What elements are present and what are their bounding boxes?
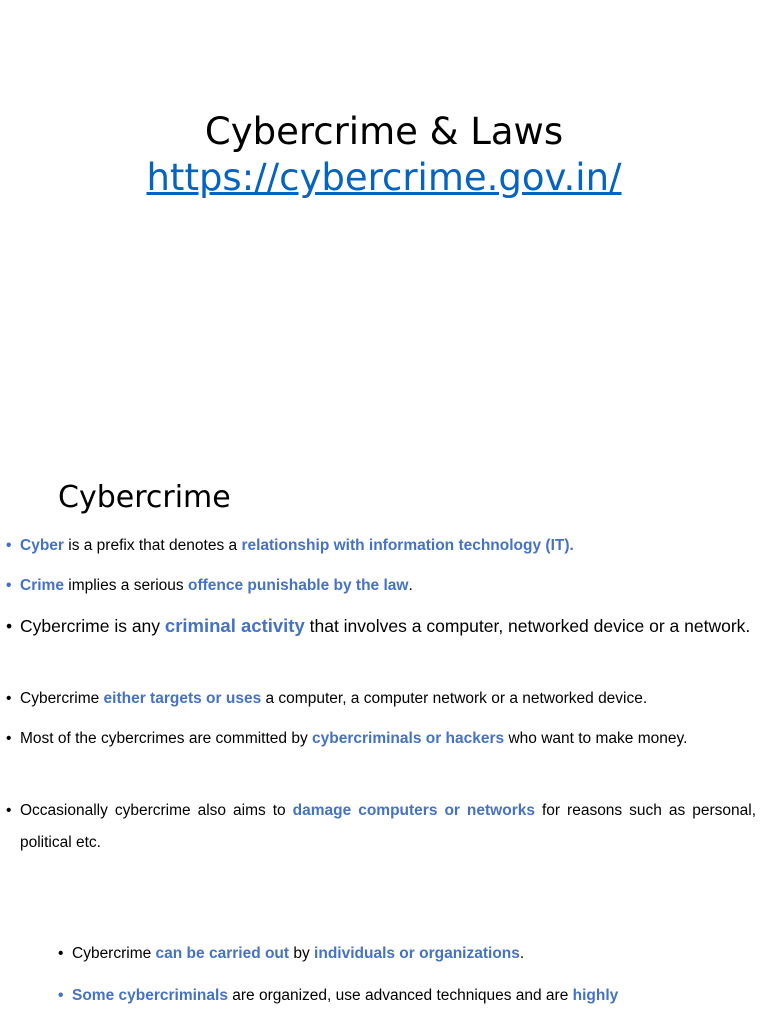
bullet-text: are organized, use advanced techniques and are [227, 987, 573, 1004]
bullet-text: Most of the cybercrimes are committed by [20, 730, 313, 747]
bullet-icon: • [58, 987, 64, 1004]
bullet-icon: • [6, 730, 12, 747]
list-item [58, 938, 710, 970]
bullet-text: Cybercrime [20, 690, 104, 707]
highlight-phrase: highly [572, 987, 619, 1004]
bullet-text: Cybercrime is any [20, 616, 165, 636]
highlight-phrase: individuals or organizations [314, 945, 520, 962]
bullet-text: who want to make money. [504, 730, 688, 747]
bullet-icon: • [6, 537, 12, 554]
continuation-slide [0, 930, 768, 1024]
list-item [58, 980, 710, 1012]
bullet-icon: • [6, 690, 12, 707]
highlight-phrase: damage computers or networks [292, 802, 535, 819]
bullet-icon: • [58, 945, 64, 962]
highlight-phrase: relationship with information technology (IT). [241, 537, 574, 554]
bullet-text: that involves a computer, networked device or a network. [304, 616, 751, 636]
bullet-text: by [289, 945, 315, 962]
list-item [6, 610, 756, 642]
highlight-phrase: offence punishable by the law [187, 577, 409, 594]
bullet-icon: • [6, 616, 13, 636]
slide-title: Cybercrime & Laws [204, 110, 564, 153]
bullet-icon: • [6, 802, 12, 819]
slide-heading: Cybercrime [58, 480, 231, 515]
bullet-text: Occasionally cybercrime also aims to [20, 802, 293, 819]
highlight-phrase: either targets or uses [103, 690, 262, 707]
bullet-text: is a prefix that denotes a [63, 537, 242, 554]
highlight-phrase: criminal activity [164, 615, 305, 636]
title-slide [0, 0, 768, 430]
bullet-icon: • [6, 577, 12, 594]
bullet-text: . [408, 577, 413, 594]
list-item [6, 530, 756, 562]
highlight-phrase: Some cybercriminals [72, 987, 228, 1004]
cybercrime-portal-link[interactable]: https://cybercrime.gov.in/ [146, 156, 622, 199]
bullet-text: a computer, a computer network or a networked device. [261, 690, 648, 707]
list-item [6, 683, 756, 715]
highlight-phrase: cybercriminals or hackers [312, 730, 505, 747]
highlight-phrase: can be carried out [155, 945, 290, 962]
cybercrime-slide [0, 460, 768, 880]
bullet-text: Cybercrime [72, 945, 156, 962]
list-item [6, 723, 756, 755]
list-item [6, 795, 756, 859]
list-item [6, 570, 756, 602]
bullet-text: for reasons such as personal, political etc. [20, 802, 756, 851]
bullet-text: . [519, 945, 525, 962]
bullet-text: implies a serious [63, 577, 188, 594]
highlight-term: Crime [20, 577, 64, 594]
highlight-term: Cyber [20, 537, 64, 554]
